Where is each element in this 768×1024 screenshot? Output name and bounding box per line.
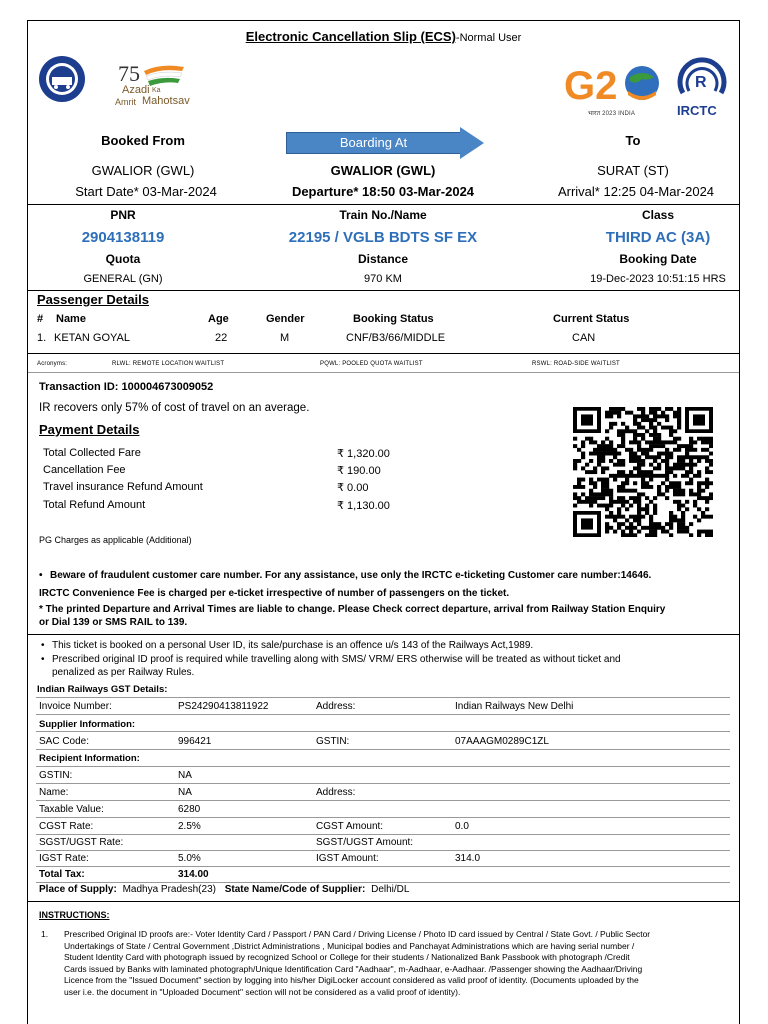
to-station: SURAT (ST) [597,163,669,178]
from-station: GWALIOR (GWL) [91,163,195,178]
departure-time: Departure* 18:50 03-Mar-2024 [291,184,475,199]
gst-heading: Indian Railways GST Details: [37,684,168,695]
instruction-text: Prescribed Original ID proofs are:- Voter Identity Card / Passport / PAN Card / Driving License / Photo ID card issued by Central / State Govt. / Public Sector Undertakings of State / Central Government ,District Administrations , Municipal bodies and Panchayat Administrations which are having serial number / Student Identity Card with photograph issued by recognized School or College for their students / Nationalized Bank Passbook with photograph /Credit Cards issued by Banks with laminated photograph/Unique Identification Card "Aadhaar", m-Aadhaar, e-Aadhaar. /Passenger showing the Aadhaar/Driving Licence from the "Issued Document" section by logging into his/her DigiLocker account considered as valid proof of identity. (Documents uploaded by the user i.e. the document in "Uploaded Document" section will not be considered as a valid proof of identity). [64,929,651,997]
ecs-document: Electronic Cancellation Slip (ECS)-Normal User 75 Azadi Ka Amrit Mahotsav G2 भारत 2023 INDIA R IRCTC Booked From Boarding At To GWALIOR (GWL) GWALIOR (GWL) SURAT (ST) Start Date* 03-Mar-2024 Departure* 18:50 03-Mar-2024 Arrival* 12:25 04-Mar-2024 PNR Train No./Name Class 2904138119 22195 / VGLB BDTS SF EX THIRD AC (3A) Quota Distance Booking Date GENERAL (GN) 970 KM 19-Dec-2023 10:51:15 HRS Passenger Details # Name Age Gender Booking Status Current Status 1. KETAN GOYAL 22 M CNF/B3/66/MIDDLE CAN Acronyms: RLWL: REMOTE LOCATION WAITLIST PQWL: POOLED QUOTA WAITLIST RSWL: ROAD-SIDE WAITLIST Transaction ID: 100004673009052 IR recovers only 57% of cost of travel on an average. Payment Details Total Collected Fare ₹ 1,320.00 Cancellation Fee ₹ 190.00 Travel insurance Refund Amount ₹ 0.00 Total Refund Amount ₹ 1,130.00 PG Charges as applicable (Additional) • Beware of fraudulent customer care number. For any assistance, use only the IRCTC e-ticketing Customer care number:14646. IRCTC Convenience Fee is charged per e-ticket irrespective of number of passengers on the ticket. * The printed Departure and Arrival Times are liable to change. Please Check correct departure, arrival from Railway Station Enquiry or Dial 139 or SMS RAIL to 139. • This ticket is booked on a personal User ID, its sale/purchase is an offence u/s 143 of the Railways Act,1989. • Prescribed original ID proof is required while travelling along with SMS/ VRM/ ERS otherwise will be treated as without ticket and penalized as per Railway Rules. Indian Railways GST Details: Invoice Number: PS24290413811922 Address: Indian Railways New Delhi Supplier Information: SAC Code: 996421 GSTIN: 07AAAGM0289C1ZL Recipient Information: GSTIN: NA Name: NA Address: Taxable Value: 6280 CGST Rate: 2.5% CGST Amount: 0.0 SGST/UGST Rate: SGST/UGST Amount: IGST Rate: 5.0% IGST Amount: 314.0 Total Tax: 314.00 Place of Supply: Madhya Pradesh(23) State Name/Code of Supplier: Delhi/DL INSTRUCTIONS: 1. Prescribed Original ID proofs are:- Voter Identity Card / Passport / PAN Card / Driving License / Photo ID card issued by Central / State Govt. / Public Sector Undertakings of State / Central Government ,District Administrations , Municipal bodies and Panchayat Administrations which are having serial number / Student Identity Card with photograph issued by recognized School or College for their students / Nationalized Bank Passbook with photograph /Credit Cards issued by Banks with laminated photograph/Unique Identification Card "Aadhaar", m-Aadhaar, e-Aadhaar. /Passenger showing the Aadhaar/Driving Licence from the "Issued Document" section by logging into his/her DigiLocker account considered as valid proof of identity. (Documents uploaded by the user i.e. the document in "Uploaded Document" section will not be considered as a valid proof of identity). [27,20,740,1024]
igst-amount-value: 314.0 [455,853,481,864]
g20-logo: G2 भारत 2023 INDIA [564,59,664,123]
azadi-ka-amrit-mahotsav-logo: 75 Azadi Ka Amrit Mahotsav [115,61,190,107]
passenger-current-status: CAN [572,332,596,344]
times-notice-line1: * The printed Departure and Arrival Times are liable to change. Please Check correct departure, arrival from Railway Station Enquiry [39,604,666,615]
col-header-num: # [37,313,44,325]
indian-railways-logo [38,55,86,103]
passenger-details-heading: Passenger Details [37,292,150,307]
pnr-value: 2904138119 [81,229,165,246]
supplier-heading: Supplier Information: [39,719,136,730]
divider [28,353,739,354]
times-notice-line2: or Dial 139 or SMS RAIL to 139. [39,617,188,628]
igst-amount-label: IGST Amount: [316,853,379,864]
start-date: Start Date* 03-Mar-2024 [75,184,217,199]
igst-rate-value: 5.0% [178,853,201,864]
sgst-amount-label: SGST/UGST Amount: [316,837,414,848]
divider [28,901,739,902]
taxable-value: 6280 [178,804,201,815]
class-value: THIRD AC (3A) [605,229,711,246]
acronym-rlwl: RLWL: REMOTE LOCATION WAITLIST [112,361,225,367]
fraud-notice: • Beware of fraudulent customer care number. For any assistance, use only the IRCTC e-ticketing Customer care number:14646. [50,570,651,581]
pg-charges-note: PG Charges as applicable (Additional) [39,535,192,545]
cgst-amount-label: CGST Amount: [316,821,384,832]
qr-code [573,407,713,537]
passenger-gender: M [280,332,290,344]
recipient-name-label: Name: [39,787,69,798]
address-value: Indian Railways New Delhi [455,701,574,712]
recipient-address-label: Address: [316,787,356,798]
divider [28,204,739,205]
total-tax-label: Total Tax: [39,869,85,880]
recipient-name-value: NA [178,787,192,798]
cgst-rate-label: CGST Rate: [39,821,94,832]
gstin-value: 07AAAGM0289C1ZL [455,736,549,747]
col-header-current-status: Current Status [553,313,630,325]
sac-label: SAC Code: [39,736,90,747]
invoice-label: Invoice Number: [39,701,112,712]
booking-date-value: 19-Dec-2023 10:51:15 HRS [590,273,726,285]
recipient-heading: Recipient Information: [39,753,140,764]
acronyms-label: Acronyms: [37,361,68,367]
instruction-number: 1. [41,929,49,939]
instructions-heading: INSTRUCTIONS: [39,910,110,920]
invoice-value: PS24290413811922 [178,701,269,712]
booking-date-label: Booking Date [619,252,697,266]
passenger-booking-status: CNF/B3/66/MIDDLE [346,332,446,344]
arrival-time: Arrival* 12:25 04-Mar-2024 [557,184,715,199]
col-header-gender: Gender [266,313,305,325]
passenger-name: KETAN GOYAL [54,332,131,344]
cgst-rate-value: 2.5% [178,821,201,832]
id-proof-notice-line2: penalized as per Railway Rules. [52,667,195,678]
col-header-name: Name [56,313,86,325]
divider [28,634,739,635]
convenience-fee-notice: IRCTC Convenience Fee is charged per e-ticket irrespective of number of passengers on the ticket. [39,588,510,599]
boarding-at-label: Boarding At [339,135,408,150]
total-tax-value: 314.00 [178,869,209,880]
transaction-id: Transaction ID: 100004673009052 [39,381,214,393]
pnr-label: PNR [110,208,136,222]
svg-text:75: 75 [118,61,140,86]
svg-text:R: R [695,74,707,91]
taxable-label: Taxable Value: [39,804,104,815]
personal-id-notice: • This ticket is booked on a personal User ID, its sale/purchase is an offence u/s 143 of the Railways Act,1989. [52,640,533,651]
train-value: 22195 / VGLB BDTS SF EX [288,229,478,246]
g20-text: G2 [564,64,618,107]
address-label: Address: [316,701,356,712]
quota-value: GENERAL (GN) [83,273,163,285]
id-proof-notice: • Prescribed original ID proof is required while travelling along with SMS/ VRM/ ERS otherwise will be treated as without ticket and [52,654,621,665]
ir-recovers-note: IR recovers only 57% of cost of travel on an average. [39,402,310,414]
booked-from-label: Booked From [101,133,185,148]
sac-value: 996421 [178,736,212,747]
place-of-supply: Place of Supply: Madhya Pradesh(23) State Name/Code of Supplier: Delhi/DL [39,884,410,895]
train-label: Train No./Name [339,208,427,222]
payment-details-heading: Payment Details [39,422,140,437]
gstin-label: GSTIN: [316,736,350,747]
recipient-gstin-label: GSTIN: [39,770,73,781]
recipient-gstin-value: NA [178,770,192,781]
divider [28,290,739,291]
col-header-age: Age [208,313,229,325]
boarding-station: GWALIOR (GWL) [330,163,436,178]
to-label: To [625,133,641,148]
irctc-logo: R IRCTC [671,57,733,123]
distance-label: Distance [357,252,409,266]
quota-label: Quota [105,252,141,266]
passenger-age: 22 [215,332,228,344]
distance-value: 970 KM [364,273,402,285]
sgst-rate-label: SGST/UGST Rate: [39,837,124,848]
boarding-at-arrow [286,127,486,159]
class-label: Class [641,208,675,222]
document-title: Electronic Cancellation Slip (ECS)-Normal User [245,29,522,44]
acronym-pqwl: PQWL: POOLED QUOTA WAITLIST [320,361,423,367]
cgst-amount-value: 0.0 [455,821,469,832]
acronym-rswl: RSWL: ROAD-SIDE WAITLIST [532,361,620,367]
col-header-booking-status: Booking Status [353,313,434,325]
igst-rate-label: IGST Rate: [39,853,89,864]
divider [28,372,739,373]
